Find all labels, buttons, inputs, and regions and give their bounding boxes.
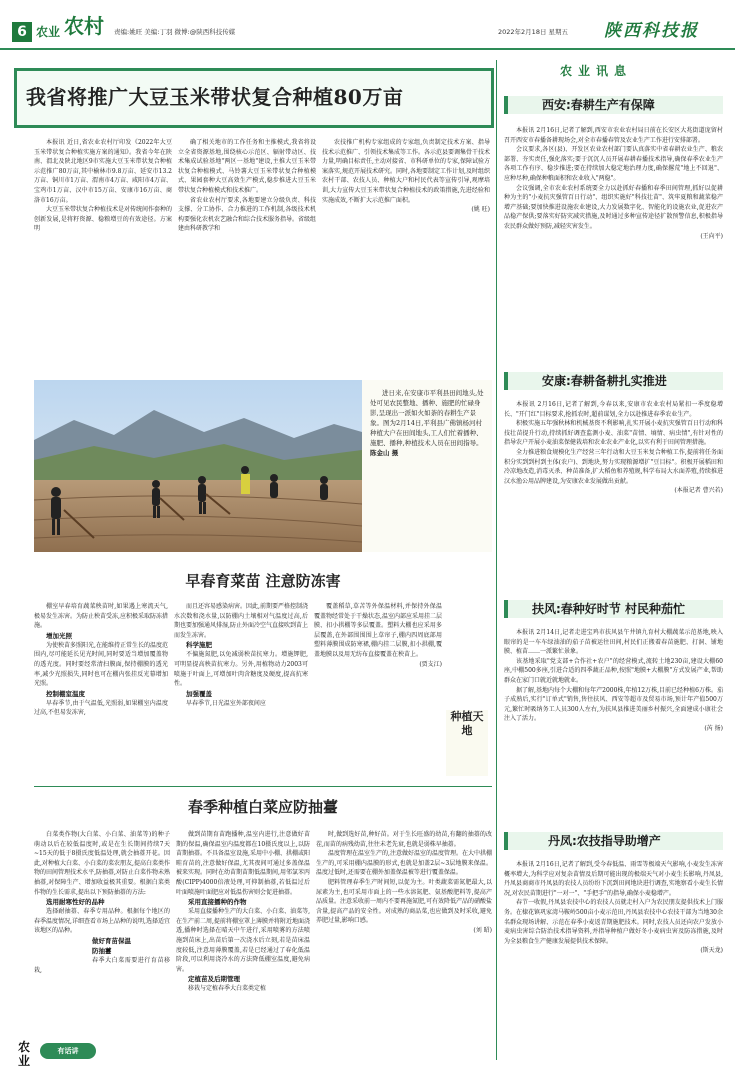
cabbage-paragraph: 白菜类作物(大白菜、小白菜、油菜等)的种子萌动以后在较低温度时,或是在生长期间持续7天~15天的低于8摄氏度低温处理,就会抽薹开花。因此,对种植大白菜、小白菜的菜农朋友,提高白菜类作物的田间管理技术水平,防抽薹,对防止白菜作物未熟抽薹,对保障生产、增加收益极其重要。根据白菜类作物的生长需求,提出以下预防抽薹的方法:	[34, 831, 170, 896]
cabbage-paragraph: 春季大白菜需要进行育苗移栽,	[34, 956, 170, 974]
lead-paragraph: 农技推广机构专家组成的专家组,负责制定技术方案、指导技术示范推广、引领技术集成等工作。各示范县要调集骨干技术力量,明确目标责任,主动对接省、市科研单位的专家,保障试验方案落实,规范开展技术研究。同时,各地要制定工作计划,及时组织农村干部、农技人员、种植大户和村民代表等宣传引导,观摩培训,大力宣传大豆玉米带状复合种植技术的政策措施,先进经验和实施成效,不断扩大示范推广面积。	[322, 139, 490, 204]
cabbage-paragraph: 做到苗期育苗跑播种,温室内进行,注意做好苗期的保温,确保温室内温度都在10摄氏度以上,以防苗期抽薹。不具备温室设施,采用中小棚、拱棚或阳畦育苗的,注意做好保温,尤其夜间可通过多盖保温被来实现。同时在幼苗期苗期低温期间,用邻氯苯丙酸(CIPP)4000倍液处理,可抑制抽薹,若低温过后叶面喷施叶面肥应对低温伤害则会促进抽薹。	[176, 831, 310, 896]
byline: (芮 扬)	[704, 724, 723, 732]
news-title: 扶风:春种好时节 村民种茄忙	[504, 600, 723, 618]
seedling-subhead: 增加光照	[46, 631, 72, 640]
news-item-ankang	[504, 400, 723, 592]
cabbage-column-1	[34, 830, 170, 1062]
news-paragraph: 本报讯 2月14日,记者走进宝鸡市扶风县午井镇九育村大棚蔬菜示范基地,映入眼帘的是一车车绿油油的茄子苗被运往田间,村民们正搬着春苗施肥、打洞、铺地膜、植苗……一派繁忙景象。	[504, 629, 723, 656]
lead-column-2	[178, 138, 316, 374]
byline: (本报记者 曹兴若)	[674, 487, 723, 495]
news-title: 西安:春耕生产有保障	[504, 96, 723, 114]
cabbage-paragraph: 肥料管理春季生产时间短,以促为主。叶类蔬菜需氮肥最大,以尿素为主,也可采用市面上的一些水溶氮肥、氨基酸肥料等,提高产品质量。注意采收前一周内不要再施氮肥,可有效降低产品的硝酸盐含量,提高产品的安全性。对成熟的商品菜,也应做到及时采收,避免养肥过量,影响口感。	[316, 878, 492, 925]
corner-tag-char-1: 农	[18, 1040, 31, 1054]
seedling-paragraph: 覆盖稻草,草苫等外保温材料,并保持外保温覆盖物经常处于干燥状态,温室内部应采用挂二层膜、扣小拱棚等多层覆盖。塑料大棚也应采用多层覆盖,在外部围围围上草帘子,棚内四周底部用塑料薄膜围成防寒裙,棚内挂二层膜,扣小拱棚,覆盖地膜以及用无纺布直接覆盖在秧苗上。	[314, 603, 442, 658]
news-banner-title: 农业讯息	[560, 64, 633, 78]
editor-credits: 责编:姚旺 美编:丁羽 微博:@陕西科技传媒	[114, 28, 236, 36]
cabbage-column-2	[176, 830, 310, 1062]
news-paragraph: 春节一收假,丹凤县农技中心的农技人员就走村入户为农民朋友提供技术上门服务。在棣花镇巩家湾马鞍岭500亩小麦示范田,丹凤县农技中心农技干部为当地30余名群众现场讲解、示范在春季小麦返青期施肥技术。同时,农技人员还向农户发放小麦病虫害综合防治技术指导资料,并指导种植户做好冬小麦病虫害及防冻措施,及时为全县粮食生产健康发展提供技术保障。	[504, 899, 723, 945]
news-paragraph: 全力推进粮食规模化生产经营三年行动和大豆玉米复合种植工作,提前将任务面积分实到到村到主体(农户)、到地块,努力实现粮源增扩"豆目标"。积极开展稻田和冷凉地改造,消毒灭杀、种苗准备,扩大稻鱼和养殖规,科学布局大水面养殖,持续推进汉水渔公用品牌建设,为安康农业发展做出贡献。	[504, 448, 723, 485]
byline: (贾支江)	[419, 660, 442, 668]
news-paragraph: 本报讯 2月16日,记者了解到,西安市农业农村局日前在长安区大兆街道庞留村召开西安市春播备耕现场会,对全市春播春管及农业生产工作进行安排部署。	[504, 127, 723, 144]
lead-paragraph: 确了相关地市的工作任务和主推模式,我省将设立全省资源基地,围绕核心示范区、辐射带动区、技术集成试验基地"两区一基地"建设,主推大豆玉米带状复合种植模式、马铃薯大豆玉米带状复合种植模式、果园套种大豆高效生产模式,稳步推进大豆玉米带状复合种植模式和技术推广。	[178, 139, 316, 194]
seedling-paragraph: 不偏施氮肥,以免减弱秧苗抗寒力。增施钾肥,可明显提高秧苗抗寒力。另外,用植物动力2003可喷施于叶面上,可增加叶肉含糖度及硬度,提高抗寒性。	[174, 651, 308, 688]
cabbage-column-3	[316, 830, 492, 1062]
section-label-big: 农村	[64, 14, 104, 38]
cabbage-subhead: 防抽薹	[92, 946, 112, 955]
cabbage-subhead: 做好育苗保温	[92, 936, 131, 945]
cabbage-title: 春季种植白菜应防抽薹	[187, 798, 338, 816]
seedling-column-3	[314, 602, 442, 780]
issue-date: 2022年2月18日 星期五	[498, 28, 569, 36]
byline: (斯天龙)	[700, 947, 723, 955]
seedling-paragraph: 早春季节,由于气温低,光照弱,如果棚室内温度过高,不但易发冻害,	[34, 699, 168, 717]
photo-caption	[362, 380, 492, 552]
seedling-paragraph: 早春季节,日光温室外部夜间应	[186, 699, 266, 707]
news-paragraph: 该基地采取"党支部+合作社+农户"的经营模式,流转土地230亩,建设大棚60座,中棚500多座,引进合适的四季蔬正品种,按照"地膜+大棚膜"方式发展产业,帮助群众在家门口就近就地就业。	[504, 657, 723, 684]
column-separator	[496, 60, 497, 1060]
seedling-subhead: 科学施肥	[186, 641, 212, 650]
cabbage-paragraph: 温度管理在温室生产的,注意做好温室的温度管理。在大中拱棚生产的,可采用棚内温膜的形式,也就是加盖2层~3层地膜来保温。温度过低时,还需要在棚外加盖保温被等进行覆盖保温。	[316, 850, 492, 877]
news-paragraph: 本报讯 2月16日,记者了解到,受今春低温、雨雪等极端天气影响,小麦发生冻害概率增大,为科学应对复杂苗情及后期可能出现的极端天气对小麦生长影响,丹凤县,丹凤县商商市丹凤县的农技人员纷纷下沉到田间地块进行调查,实地察看小麦生长情况,对农民苗期进行"一对一"、"手把手"的指导,确保小麦稳增产。	[504, 861, 723, 897]
seedling-paragraph: 而且还容易感染病害。因此,前期要严格控制浇水次数和浇水量,以防棚内土壤相对气温度过高,后期也要加强通风排湿,防止外面冷空气直接吹到苗上而发生冻害。	[174, 603, 308, 639]
seedling-title: 早春育菜苗 注意防冻害	[185, 572, 341, 590]
lead-headline: 我省将推广大豆玉米带状复合种植80万亩	[26, 85, 404, 109]
cabbage-paragraph: 移栽与定植春季大白菜类定植	[188, 985, 267, 993]
planting-corner-tag: 种植天地	[446, 710, 488, 776]
page-number: 6	[12, 22, 32, 42]
newspaper-masthead: 陕西科技报	[604, 21, 699, 41]
farmers-field-photo	[34, 380, 362, 552]
news-title: 丹凤:农技指导助增产	[504, 832, 723, 850]
news-paragraph: 积极实施五年强秋林和机械基资不利影响,扎实开展小麦抗灾强管百日行动和科技壮苗提升行动,持续抓好调查监测小麦、油菜"苗情、墒情、病虫情",有针对性的指导农户开展小麦油菜保健栽培和农业农业产业化,以实有利于田间管理措施。	[504, 420, 723, 447]
news-title: 安康:春耕备耕扎实推进	[504, 372, 723, 390]
section-divider	[34, 786, 492, 787]
seedling-paragraph: 为使秧苗多照阳光,在能维持正常生长的温度范围内,尽可能延长见光时间,同时要适当增加覆盖物的透光度。同时要经常清扫膜面,保持棚膜的透光率,减少光照损失,同时也可在棚内张挂反光幕增加光照。	[34, 641, 168, 688]
lead-paragraph: 省农业农村厅要求,各地要建立分级负责、科技支撑、分工协作、合力推进的工作机制,各级技术机构要强化农机农艺融合和综合技术服务指导。省级组建由科研教学和	[178, 196, 316, 233]
cabbage-subhead: 采用直接播种的作物	[188, 898, 247, 907]
cabbage-paragraph: 时,做到选好苗,种好苗。对于生长旺盛的幼苗,有翻的抽薹的改茬,而苗的病残幼苗,往往未老先衰,也就是弱株早抽薹。	[316, 831, 492, 848]
news-item-xian	[504, 126, 723, 368]
byline: (姚 旺)	[471, 206, 490, 214]
cabbage-paragraph: 采用直接播种生产的大白菜、小白菜、油菜等,在生产前二周,提前将棚室罩上薄膜并将附近地面浇透,播种时选择在晴天中午进行,采用喷雾的方法喷施到苗床上,出苗后第一次浇水后立刻,若是苗床温度较低,注意用薄膜覆盖,若是已经通过了春化低温阶段,可以利用浇冷水的方法降低棚室温度,避免病害。	[176, 908, 310, 973]
byline: (王向平)	[700, 232, 723, 240]
photo-credit: 陈金山 摄	[370, 449, 399, 457]
cabbage-paragraph: 选择耐抽薹、春季专用品种。根据每个地区的春季温度情况,详细查看市场上品种的说明,选择适宜该地区的品种。	[34, 908, 170, 935]
section-label: 农业	[36, 25, 61, 39]
news-item-danfeng	[504, 860, 723, 1062]
column-tag-pill: 有话讲	[40, 1043, 96, 1059]
seedling-column-2	[174, 602, 308, 780]
news-paragraph: 据了解,基地内每个大棚和每年产2000株,年植12万株,目前已经种植6万株。茄子成熟后,实行"订单式"销售,售往扶风、西安等超市及贸易市场,预计年产值500万元,繁忙时吸纳务工人员300人左右,为扶风县推进美丽乡村振兴,全面建成小康社会注入了活力。	[504, 686, 723, 723]
farming-photo	[34, 380, 362, 552]
news-paragraph: 会议强调,全市农业农村系统要全力以赴抓好春播和春季田间管理,抓好以促耕种为主的"小麦抗灾强管百日行动"、组织实施好"科技壮苗"、筑牢夏粮和蔬菜稳产增产基础;要加快推进设施农业建设,大力发展数字化、智能化的设施农业,促进农产品稳产保供;要落实好防灾减灾措施,及时通过多种宣传途径扩散预警信息,积极指导农民群众做好预防,减轻灾害发生。	[504, 184, 723, 230]
lead-paragraph: 大豆玉米带状复合种植技术是对传统间作套种的创新发展,是将籽资源、稳粮增豆的有效途径。方案明	[34, 206, 172, 233]
news-paragraph: 本报讯 2月16日,记者了解到,今春以来,安康市农业农村局紧扣一季度稳增长、"开门红"目标要求,抢抓农时,超前谋划,全力以赴推进春季农业生产。	[504, 401, 723, 418]
byline: (刘 昭)	[473, 926, 492, 934]
news-paragraph: 会议要求,各区(县)、开发区农业农村部门要认真落实中省春耕农业生产、粮农部署、夯实责任,强化落实;要于沉沉人员开展春耕春播技术指导,确保春季农业生产各项工作有序、稳步推进;要在持续加大稳定地治理力度,确保撂荒"地上不回退"、应种尽种,确保种粮面积和农业收入"两稳"。	[504, 146, 723, 182]
caption-text: 进日来,在安康市平利县田间地头,处处可见农民整地、播种、施肥的忙碌身影,呈现出一派如火如荼的春耕生产景象。图为2月14日,平利县广佛镇杨河村种植大户在田间地头,工人们忙着播种、施肥、播种,种植技术人员在田间指导。	[370, 389, 484, 447]
lead-paragraph: 本报讯 近日,省农业农村厅印发《2022年大豆玉米带状复合种植实施方案的通知》。我省今年在陕南、渭北及陕北地区9市实施大豆玉米带状复合种植示范推广80万亩,其中榆林市9.8万亩、延安市13.2万亩、铜川市1万亩、渭南市4万亩、咸阳市4万亩、宝鸡市1万亩、汉中市15万亩、安康市16万亩、商洛市16万亩。	[34, 139, 172, 204]
cabbage-subhead: 定植苗及后期管理	[188, 975, 240, 984]
news-item-fufeng	[504, 628, 723, 822]
seedling-paragraph: 棚室早春培育蔬菜秧苗时,如果遇上寒流天气,极易发生冻害。为防止秧苗受冻,应积极采取防冻措施。	[34, 603, 168, 630]
cabbage-subhead: 选用耐寒性好的品种	[46, 898, 105, 907]
lead-column-3	[322, 138, 490, 374]
seedling-subhead: 加强覆盖	[186, 689, 212, 698]
lead-column-1	[34, 138, 172, 374]
seedling-column-1	[34, 602, 168, 780]
corner-tag-char-2: 业	[18, 1054, 31, 1068]
seedling-subhead: 控制棚室温度	[46, 689, 85, 698]
